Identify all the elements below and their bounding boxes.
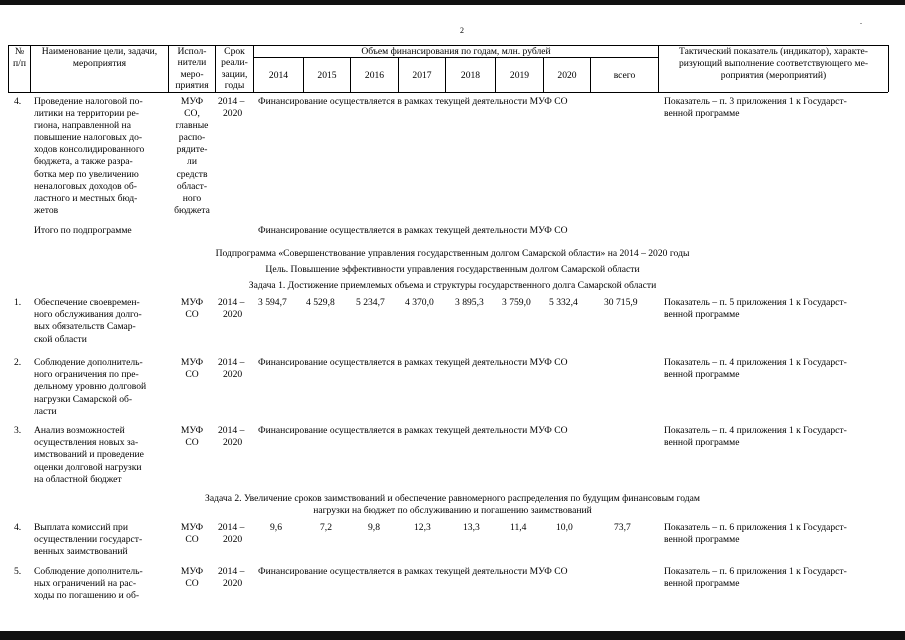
- header-funding-title: Объем финансирования по годам, млн. рублей: [361, 46, 551, 57]
- year-2016: 2016: [364, 70, 385, 81]
- header-indicator: Тактический показатель (индикатор), характе- ризующий выполнение соответствующего ме- роприятия (мероприятий): [678, 46, 869, 82]
- year-2019: 2019: [509, 70, 530, 81]
- subprogram-title: Подпрограмма «Совершенствование управления государственным долгом Самарской области» на 2014 – 2020 годы: [215, 248, 690, 259]
- value-2020: 10,0: [556, 522, 573, 533]
- funding-note: Финансирование осуществляется в рамках текущей деятельности МУФ СО: [258, 96, 568, 107]
- row-indicator: Показатель – п. 5 приложения 1 к Государст- венной программе: [664, 297, 847, 321]
- row-num: 4.: [14, 96, 22, 107]
- row-executors: МУФ СО: [180, 425, 204, 449]
- value-2019: 11,4: [510, 522, 527, 533]
- row-name: Проведение налоговой по- литики на территории ре- гиона, направленной на повышение налоговых до- ходов консолидированного бюджета, а также разра- ботка мер по увеличению неналоговых доходов об- ластного и местных бюд- жетов: [34, 96, 145, 216]
- row-num: 2.: [14, 357, 22, 368]
- row-executors: МУФ СО: [180, 357, 204, 381]
- row-indicator: Показатель – п. 3 приложения 1 к Государст- венной программе: [664, 96, 847, 120]
- value-2014: 9,6: [270, 522, 282, 533]
- subprogram-total-label: Итого по подпрограмме: [34, 225, 132, 236]
- value-2020: 5 332,4: [549, 297, 578, 308]
- header-executors: Испол- нители меро- приятия: [175, 46, 209, 92]
- bottom-border: [0, 631, 905, 640]
- row-executors: МУФ СО: [180, 522, 204, 546]
- value-2017: 12,3: [414, 522, 431, 533]
- row-num: 4.: [14, 522, 22, 533]
- funding-note: Финансирование осуществляется в рамках текущей деятельности МУФ СО: [258, 425, 568, 436]
- year-2014: 2014: [268, 70, 289, 81]
- row-term: 2014 – 2020: [218, 522, 245, 546]
- row-num: 3.: [14, 425, 22, 436]
- row-term: 2014 – 2020: [218, 566, 245, 590]
- row-term: 2014 – 2020: [218, 297, 245, 321]
- row-indicator: Показатель – п. 4 приложения 1 к Государст- венной программе: [664, 425, 847, 449]
- row-name: Выплата комиссий при осуществлении государст- венных заимствований: [34, 522, 143, 558]
- value-2019: 3 759,0: [502, 297, 531, 308]
- value-2018: 3 895,3: [455, 297, 484, 308]
- row-term: 2014 – 2020: [218, 357, 245, 381]
- task-title: Задача 2. Увеличение сроков заимствований и обеспечение равномерного распределения по будущим финансовым годам нагрузки на бюджет по обслуживанию и погашению заимствований: [205, 493, 700, 517]
- row-executors: МУФ СО: [180, 566, 204, 590]
- year-2020: 2020: [557, 70, 577, 81]
- value-2016: 5 234,7: [356, 297, 385, 308]
- row-name: Соблюдение дополнитель- ного ограничения по пре- дельному уровню долговой нагрузки Самарской об- ласти: [34, 357, 147, 417]
- value-2017: 4 370,0: [405, 297, 434, 308]
- row-num: 1.: [14, 297, 22, 308]
- year-2018: 2018: [460, 70, 481, 81]
- year-total: всего: [613, 70, 636, 81]
- row-name: Обеспечение своевремен- ного обслуживания долго- вых обязательств Самар- ской области: [34, 297, 142, 345]
- header-name: Наименование цели, задачи, мероприятия: [41, 46, 158, 70]
- value-total: 30 715,9: [604, 297, 638, 308]
- value-2018: 13,3: [463, 522, 480, 533]
- value-2014: 3 594,7: [258, 297, 287, 308]
- row-indicator: Показатель – п. 6 приложения 1 к Государст- венной программе: [664, 522, 847, 546]
- funding-note: Финансирование осуществляется в рамках текущей деятельности МУФ СО: [258, 357, 568, 368]
- corner-mark: .: [860, 17, 862, 26]
- value-2016: 9,8: [368, 522, 380, 533]
- year-2015: 2015: [317, 70, 337, 81]
- row-name: Соблюдение дополнитель- ных ограничений на рас- ходы по погашению и об-: [34, 566, 143, 602]
- top-border: [0, 0, 905, 5]
- header-term: Срок реали- зации, годы: [221, 46, 248, 92]
- year-2017: 2017: [412, 70, 432, 81]
- row-num: 5.: [14, 566, 22, 577]
- row-indicator: Показатель – п. 6 приложения 1 к Государст- венной программе: [664, 566, 847, 590]
- row-executors: МУФ СО: [180, 297, 204, 321]
- value-2015: 4 529,8: [306, 297, 335, 308]
- funding-note: Финансирование осуществляется в рамках текущей деятельности МУФ СО: [258, 225, 568, 236]
- row-name: Анализ возможностей осуществления новых за- имствований и проведение оценки долговой нагрузки на областной бюджет: [34, 425, 144, 485]
- value-2015: 7,2: [320, 522, 332, 533]
- row-term: 2014 – 2020: [218, 425, 245, 449]
- page-number: 2: [460, 26, 464, 35]
- row-indicator: Показатель – п. 4 приложения 1 к Государст- венной программе: [664, 357, 847, 381]
- header-num: № п/п: [13, 46, 26, 70]
- funding-note: Финансирование осуществляется в рамках текущей деятельности МУФ СО: [258, 566, 568, 577]
- task-title: Задача 1. Достижение приемлемых объема и структуры государственного долга Самарской области: [248, 280, 657, 291]
- value-total: 73,7: [614, 522, 631, 533]
- row-term: 2014 – 2020: [218, 96, 245, 120]
- row-executors: МУФ СО, главные распо- рядите- ли средств област- ного бюджета: [174, 96, 210, 216]
- goal-title: Цель. Повышение эффективности управления государственным долгом Самарской области: [265, 264, 640, 275]
